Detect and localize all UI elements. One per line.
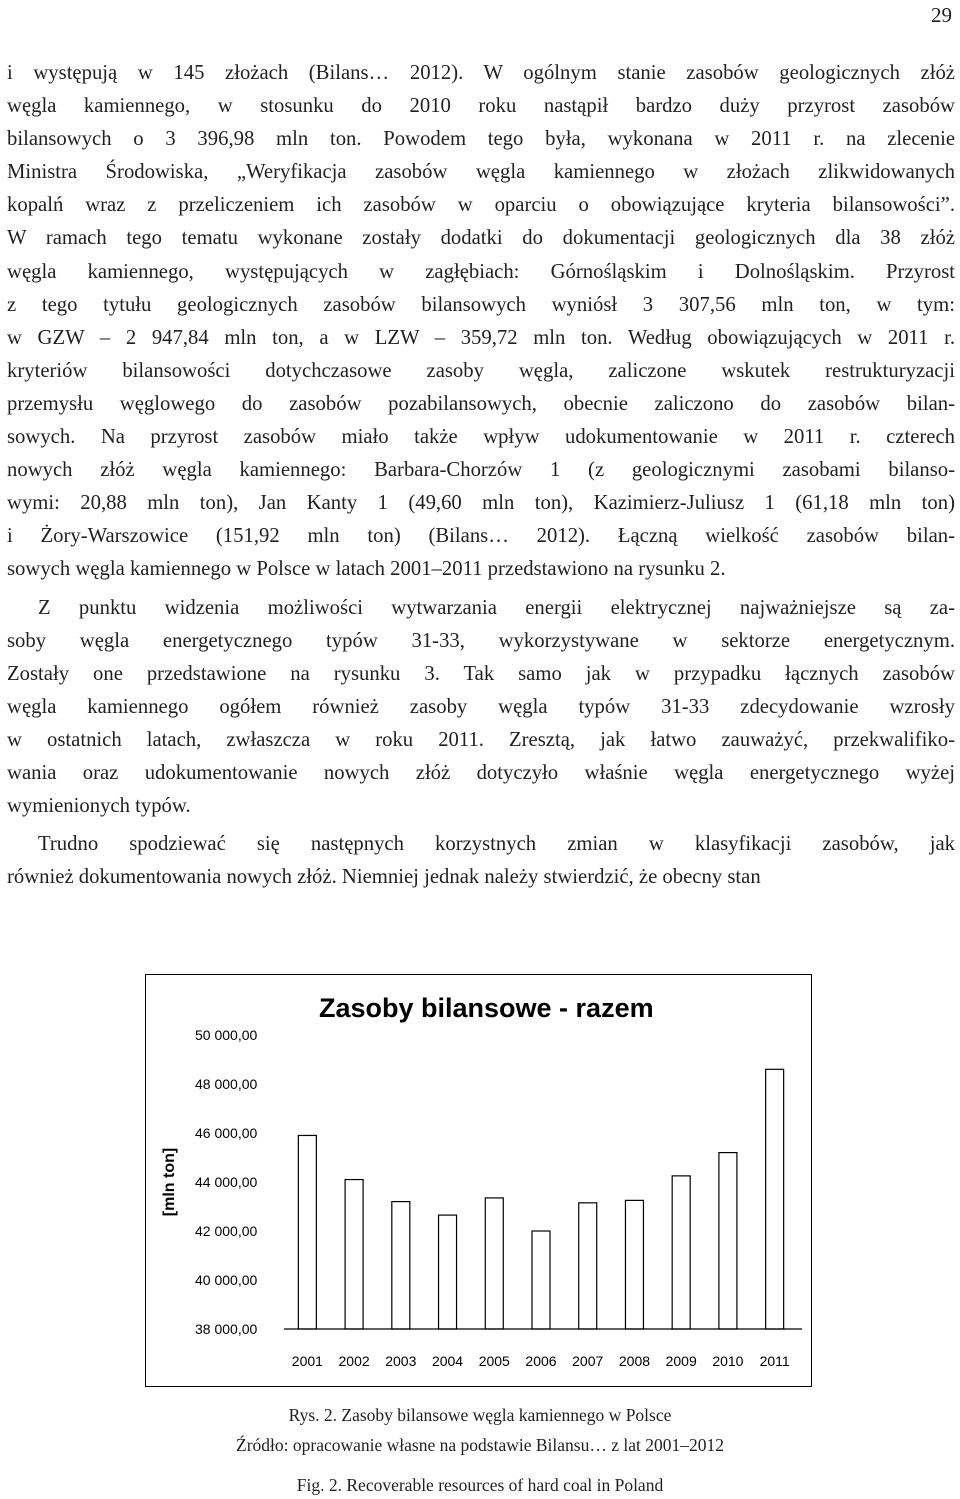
bar-2002 xyxy=(345,1180,363,1329)
text-line: w ostatnich latach, zwłaszcza w roku 2011. Zresztą, jak łatwo zauważyć, przekwalifiko- xyxy=(7,728,955,751)
bar-2008 xyxy=(625,1200,643,1329)
text-line: Ministra Środowiska, „Weryfikacja zasobów węgla kamiennego w złożach zlikwidowanych xyxy=(7,161,955,184)
x-tick-label: 2011 xyxy=(759,1353,790,1369)
y-axis-label: [mln ton] xyxy=(161,1147,178,1217)
text-line: sowych węgla kamiennego w Polsce w latach 2001–2011 przedstawiono na rysunku 2. xyxy=(7,558,726,581)
bar-2007 xyxy=(579,1203,597,1329)
figure-caption-en: Fig. 2. Recoverable resources of hard coal in Poland xyxy=(296,1475,664,1495)
text-line: Trudno spodziewać się następnych korzystnych zmian w klasyfikacji zasobów, jak xyxy=(38,833,955,856)
x-tick-label: 2002 xyxy=(338,1353,370,1369)
bar-2011 xyxy=(766,1069,784,1329)
y-tick-label: 46 000,00 xyxy=(195,1125,258,1141)
text-line: przemysłu węglowego do zasobów pozabilansowych, obecnie zaliczono do zasobów bilan- xyxy=(7,392,955,415)
text-line: sowych. Na przyrost zasobów miało także wpływ udokumentowanie w 2011 r. czterech xyxy=(7,426,955,449)
bar-2003 xyxy=(392,1202,410,1329)
y-tick-label: 48 000,00 xyxy=(195,1076,258,1092)
y-tick-label: 44 000,00 xyxy=(195,1174,258,1190)
text-line: soby węgla energetycznego typów 31-33, wykorzystywane w sektorze energetycznym. xyxy=(7,629,955,652)
text-line: kopalń wraz z przeliczeniem ich zasobów w oparciu o obowiązujące kryteria bilansowości”. xyxy=(7,194,955,217)
x-tick-label: 2007 xyxy=(572,1353,604,1369)
figure-caption-pl: Rys. 2. Zasoby bilansowe węgla kamiennego w Polsce xyxy=(288,1405,672,1425)
y-tick-label: 50 000,00 xyxy=(195,1027,258,1043)
text-line: W ramach tego tematu wykonane zostały dodatki do dokumentacji geologicznych dla 38 złóż xyxy=(7,227,955,250)
text-line: Z punktu widzenia możliwości wytwarzania energii elektrycznej najważniejsze są za- xyxy=(38,596,955,619)
bar-2004 xyxy=(439,1215,457,1329)
x-tick-label: 2006 xyxy=(525,1353,557,1369)
text-line: wymienionych typów. xyxy=(7,795,191,818)
text-line: nowych złóż węgla kamiennego: Barbara-Chorzów 1 (z geologicznymi zasobami bilanso- xyxy=(7,459,955,482)
chart-title: Zasoby bilansowe - razem xyxy=(319,993,654,1023)
text-line: kryteriów bilansowości dotychczasowe zasoby węgla, zaliczone wskutek restrukturyzacji xyxy=(7,359,955,382)
x-tick-label: 2010 xyxy=(712,1353,744,1369)
body-text xyxy=(7,57,955,894)
text-line: węgla kamiennego, w stosunku do 2010 roku nastąpił bardzo duży przyrost zasobów xyxy=(7,95,955,118)
text-line: z tego tytułu geologicznych zasobów bilansowych wyniósł 3 307,56 mln ton, w tym: xyxy=(7,293,955,316)
x-tick-label: 2003 xyxy=(385,1353,417,1369)
text-line: wymi: 20,88 mln ton), Jan Kanty 1 (49,60 mln ton), Kazimierz-Juliusz 1 (61,18 mln ton) xyxy=(7,492,955,515)
chart-figure xyxy=(145,974,812,1387)
bar-2001 xyxy=(298,1135,316,1329)
text-line: Zostały one przedstawione na rysunku 3. Tak samo jak w przypadku łącznych zasobów xyxy=(7,662,955,685)
figure-source: Źródło: opracowanie własne na podstawie Bilansu… z lat 2001–2012 xyxy=(236,1435,724,1455)
y-tick-label: 42 000,00 xyxy=(195,1223,258,1239)
bar-2010 xyxy=(719,1153,737,1329)
x-tick-label: 2001 xyxy=(291,1353,323,1369)
y-tick-label: 38 000,00 xyxy=(195,1321,258,1337)
page-number: 29 xyxy=(931,3,952,27)
text-line: węgla kamiennego ogółem również zasoby węgla typów 31-33 zdecydowanie wzrosły xyxy=(7,695,955,718)
bar-2009 xyxy=(672,1176,690,1329)
text-line: i Żory-Warszowice (151,92 mln ton) (Bilans… 2012). Łączną wielkość zasobów bilan- xyxy=(7,525,955,548)
x-tick-label: 2004 xyxy=(431,1353,464,1369)
x-tick-label: 2005 xyxy=(478,1353,510,1369)
text-line: węgla kamiennego, występujących w zagłębiach: Górnośląskim i Dolnośląskim. Przyrost xyxy=(7,260,955,283)
text-line: i występują w 145 złożach (Bilans… 2012). W ogólnym stanie zasobów geologicznych złóż xyxy=(7,62,955,84)
y-tick-label: 40 000,00 xyxy=(195,1272,258,1288)
x-tick-label: 2009 xyxy=(665,1353,697,1369)
x-tick-label: 2008 xyxy=(618,1353,651,1369)
bar-2005 xyxy=(485,1198,503,1329)
text-line: bilansowych o 3 396,98 mln ton. Powodem tego była, wykonana w 2011 r. na zlecenie xyxy=(7,128,955,151)
text-line: wania oraz udokumentowanie nowych złóż dotyczyło właśnie węgla energetycznego wyżej xyxy=(7,761,955,784)
bar-chart xyxy=(146,975,810,1385)
text-line: również dokumentowania nowych złóż. Niemniej jednak należy stwierdzić, że obecny stan xyxy=(7,866,761,889)
bar-2006 xyxy=(532,1231,550,1329)
text-line: w GZW – 2 947,84 mln ton, a w LZW – 359,72 mln ton. Według obowiązujących w 2011 r. xyxy=(7,326,955,349)
